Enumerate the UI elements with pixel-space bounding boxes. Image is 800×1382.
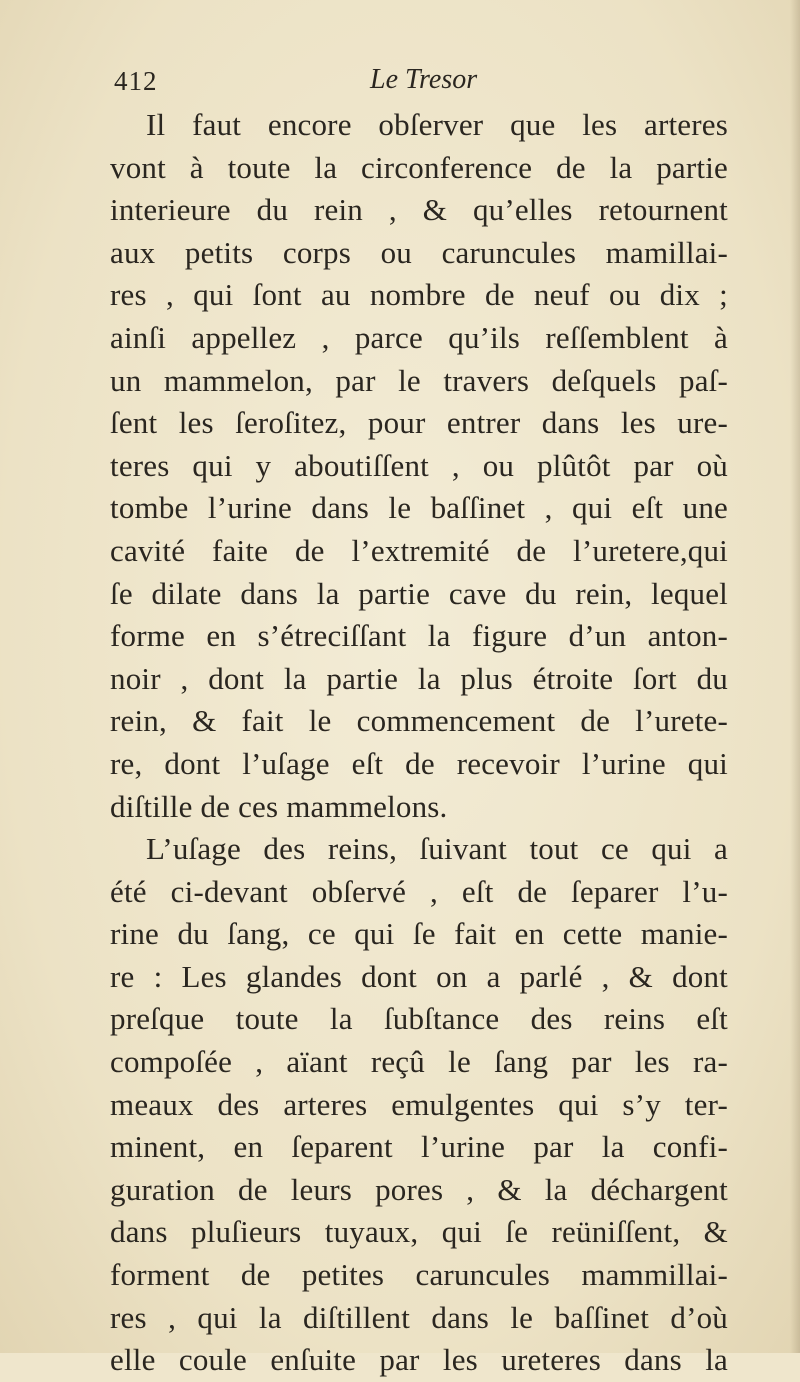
text-line: res , qui ſont au nombre de neuf ou dix ; — [110, 277, 728, 313]
text-line: rein, & fait le commencement de l’urete- — [110, 703, 728, 739]
text-line: re : Les glandes dont on a parlé , & dont — [110, 958, 728, 994]
text-line: re, dont l’uſage eſt de recevoir l’urine qui — [110, 745, 728, 781]
text-line: guration de leurs pores , & la déchargent — [110, 1171, 728, 1207]
text-line: noir , dont la partie la plus étroite ſort du — [110, 660, 728, 696]
text-line: preſque toute la ſubſtance des reins eſt — [110, 1001, 728, 1037]
text-line: ſe dilate dans la partie cave du rein, lequel — [110, 575, 728, 611]
text-line: interieure du rein , & qu’elles retournent — [110, 192, 728, 228]
text-line: elle coule enſuite par les ureteres dans la — [110, 1342, 728, 1378]
text-line: res , qui la diſtillent dans le baſſinet d’où — [110, 1299, 728, 1335]
text-line: dans pluſieurs tuyaux, qui ſe reüniſſent, & — [110, 1214, 728, 1250]
body-text — [110, 104, 728, 1382]
text-line: ainſi appellez , parce qu’ils reſſemblent à — [110, 319, 728, 355]
text-line: rine du ſang, ce qui ſe fait en cette manie- — [110, 916, 728, 952]
page-header — [114, 62, 724, 106]
text-line: forment de petites caruncules mammillai- — [110, 1257, 728, 1293]
text-line: été ci-devant obſervé , eſt de ſeparer l’u- — [110, 873, 728, 909]
text-line: teres qui y aboutiſſent , ou plûtôt par où — [110, 447, 728, 483]
text-line: vont à toute la circonference de la partie — [110, 149, 728, 185]
text-line: diſtille de ces mammelons. — [110, 788, 448, 824]
text-line: L’uſage des reins, ſuivant tout ce qui a — [146, 831, 728, 867]
running-title: Le Tresor — [370, 64, 478, 95]
text-line: forme en s’étreciſſant la figure d’un anton- — [110, 618, 728, 654]
text-line: minent, en ſeparent l’urine par la confi- — [110, 1129, 728, 1165]
text-line: tombe l’urine dans le baſſinet , qui eſt une — [110, 490, 728, 526]
text-line: meaux des arteres emulgentes qui s’y ter- — [110, 1086, 728, 1122]
text-line: aux petits corps ou caruncules mamillai- — [110, 234, 728, 270]
text-line: cavité faite de l’extremité de l’uretere,qui — [110, 532, 728, 568]
text-line: un mammelon, par le travers deſquels paſ- — [110, 362, 728, 398]
page-number: 412 — [114, 66, 158, 96]
page-edge-shadow — [790, 0, 800, 1353]
text-line: ſent les ſeroſitez, pour entrer dans les ure- — [110, 405, 728, 441]
text-line: Il faut encore obſerver que les arteres — [146, 107, 728, 142]
text-line: compoſée , aïant reçû le ſang par les ra- — [110, 1044, 728, 1080]
